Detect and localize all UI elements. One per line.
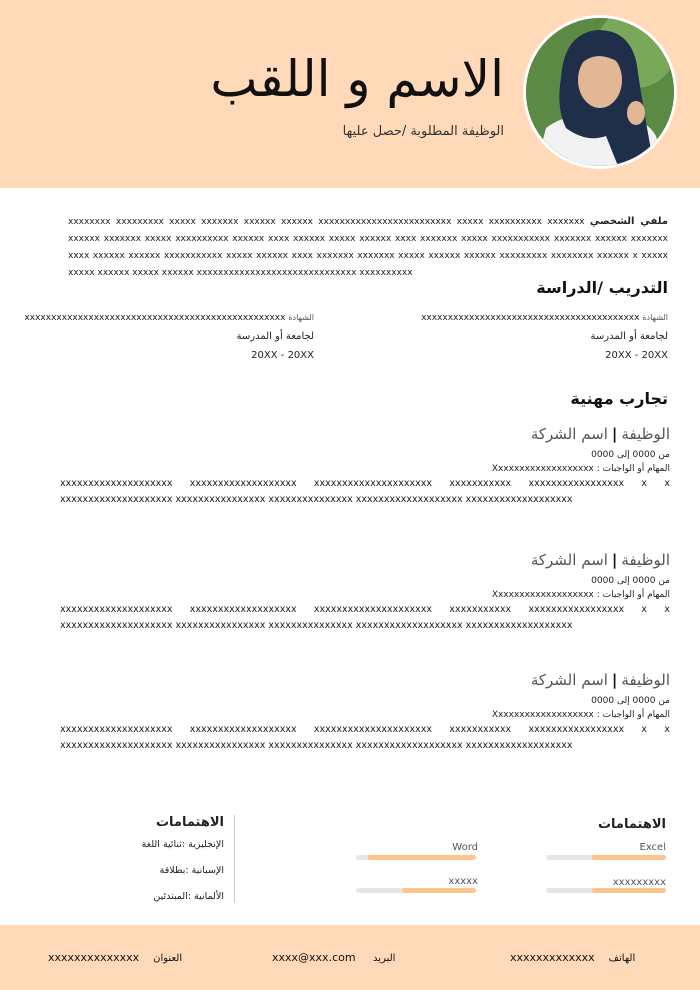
role-separator: | <box>611 551 618 569</box>
experience-description: xxxxxxxxxxxxxxxxxxxx xxxxxxxxxxxxxxxxxxx xxxxxxxxxxxxxxxxxxxxx xxxxxxxxxxx xxxxxxxxxxxxxxxxx x x xxxxxxxxxxxxxxxxxxxx xxxxxxxxxxxxxxxx xxxxxxxxxxxxxxx xxxxxxxxxxxxxxxxxxx xxxxxxxxxxxxxxxxxxx <box>60 604 670 631</box>
duties-value: Xxxxxxxxxxxxxxxxxxx <box>491 464 594 474</box>
footer-band <box>0 925 700 990</box>
experience-entry <box>60 670 670 754</box>
company-name: اسم الشركة <box>530 671 608 689</box>
skill-label: xxxxxxxxx <box>612 877 666 888</box>
company-name: اسم الشركة <box>530 425 608 443</box>
languages-title: الاهتمامات <box>155 815 224 830</box>
education-years: 20XX - 20XX <box>605 350 668 361</box>
school-name: لجامعة أو المدرسة <box>590 331 668 342</box>
school-name: لجامعة أو المدرسة <box>236 331 314 342</box>
job-title: الوظيفة المطلوبة /حصل عليها <box>342 124 504 139</box>
company-name: اسم الشركة <box>530 551 608 569</box>
experience-dates: من 0000 إلى 0000 <box>591 450 670 460</box>
address-value: xxxxxxxxxxxxxx <box>48 951 140 964</box>
education-entry <box>14 311 314 361</box>
email <box>272 951 395 964</box>
skill-bar-fill <box>592 888 666 893</box>
role-separator: | <box>611 425 618 443</box>
degree-value: xxxxxxxxxxxxxxxxxxxxxxxxxxxxxxxxxxxxxxxxxxxxxxxxx <box>24 313 286 323</box>
job-name: الوظيفة <box>621 425 670 443</box>
person-image <box>526 18 674 166</box>
duties-value: Xxxxxxxxxxxxxxxxxxx <box>491 590 594 600</box>
email-value[interactable]: xxxx@xxx.com <box>272 951 356 964</box>
skill-bar-fill <box>592 855 666 860</box>
skill-label: Excel <box>639 842 666 853</box>
education-title: التدريب /الدراسة <box>536 278 668 297</box>
profile-text: xxxxxxxx xxxxxxxxx xxxxx xxxxxxx xxxxxx xxxxxx xxxxxxxxxxxxxxxxxxxxxxxxx xxxxx xxxxxxxxxx xxxxxxx xxxxxx xxxxxxx xxxxx xxxxxxxxxx xxxxxx xxxx xxxxxx xxxxx xxxxxx xxxx xxxxxxx xxxxx xxxxxxxxxxx xxxxxxx xxxxxx xxxxxxx xxxx xxxxxx xxxxxx xxxxxxxxxxx xxxxx xxxxxx xxxx xxxxxxx xxxxxxx xxxxx xxxxxx xxxxxx xxxxxxxxx xxxxxxxx xxxxxx x xxxxx xxxxx xxxxxx xxxxx xxxxxx xxxxxxxxxxxxxxxxxxxxxxxxxxxxxx xxxxxxxxxx <box>68 217 668 278</box>
experience-dates: من 0000 إلى 0000 <box>591 696 670 706</box>
skills-title: الاهتمامات <box>597 817 666 832</box>
language-item: الإسبانية :بطلاقة <box>159 865 224 876</box>
profile-photo <box>523 15 677 169</box>
phone-label: الهاتف <box>608 953 636 964</box>
duties-label: المهام أو الواجبات : <box>596 590 670 600</box>
experience-description: xxxxxxxxxxxxxxxxxxxx xxxxxxxxxxxxxxxxxxx xxxxxxxxxxxxxxxxxxxxx xxxxxxxxxxx xxxxxxxxxxxxxxxxx x x xxxxxxxxxxxxxxxxxxxx xxxxxxxxxxxxxxxx xxxxxxxxxxxxxxx xxxxxxxxxxxxxxxxxxx xxxxxxxxxxxxxxxxxxx <box>60 478 670 505</box>
skill-bar <box>356 888 476 893</box>
skill-bar <box>356 855 476 860</box>
skill-label: Word <box>452 842 478 853</box>
role-separator: | <box>611 671 618 689</box>
column-divider <box>234 815 235 903</box>
duties-label: المهام أو الواجبات : <box>596 464 670 474</box>
phone-value: xxxxxxxxxxxxx <box>510 951 595 964</box>
address-label: العنوان <box>153 953 183 964</box>
language-item: الألمانية :المبتدئين <box>153 891 224 902</box>
skill-label: xxxxx <box>448 876 478 887</box>
education-years: 20XX - 20XX <box>251 350 314 361</box>
experience-description: xxxxxxxxxxxxxxxxxxxx xxxxxxxxxxxxxxxxxxx xxxxxxxxxxxxxxxxxxxxx xxxxxxxxxxx xxxxxxxxxxxxxxxxx x x xxxxxxxxxxxxxxxxxxxx xxxxxxxxxxxxxxxx xxxxxxxxxxxxxxx xxxxxxxxxxxxxxxxxxx xxxxxxxxxxxxxxxxxxx <box>60 724 670 751</box>
email-label: البريد <box>373 953 396 964</box>
skill-bar-fill <box>368 855 476 860</box>
profile-label: ملفي الشخصي <box>589 216 668 227</box>
phone <box>510 951 635 964</box>
degree-label: الشهادة <box>642 313 668 322</box>
skill-bar-fill <box>402 888 476 893</box>
address <box>48 951 182 964</box>
duties-label: المهام أو الواجبات : <box>596 710 670 720</box>
job-name: الوظيفة <box>621 551 670 569</box>
profile-summary <box>68 213 668 282</box>
language-item: الإنجليزية :ثنائية اللغة <box>141 839 224 850</box>
full-name: الاسم و اللقب <box>210 50 504 108</box>
experience-entry <box>60 424 670 508</box>
experience-title: تجارب مهنية <box>570 389 668 408</box>
experience-entry <box>60 550 670 634</box>
degree-label: الشهادة <box>288 313 314 322</box>
duties-value: Xxxxxxxxxxxxxxxxxxx <box>491 710 594 720</box>
degree-value: xxxxxxxxxxxxxxxxxxxxxxxxxxxxxxxxxxxxxxxxx <box>421 313 640 323</box>
education-entry <box>368 311 668 361</box>
skill-bar <box>546 855 666 860</box>
job-name: الوظيفة <box>621 671 670 689</box>
experience-dates: من 0000 إلى 0000 <box>591 576 670 586</box>
skill-bar <box>546 888 666 893</box>
